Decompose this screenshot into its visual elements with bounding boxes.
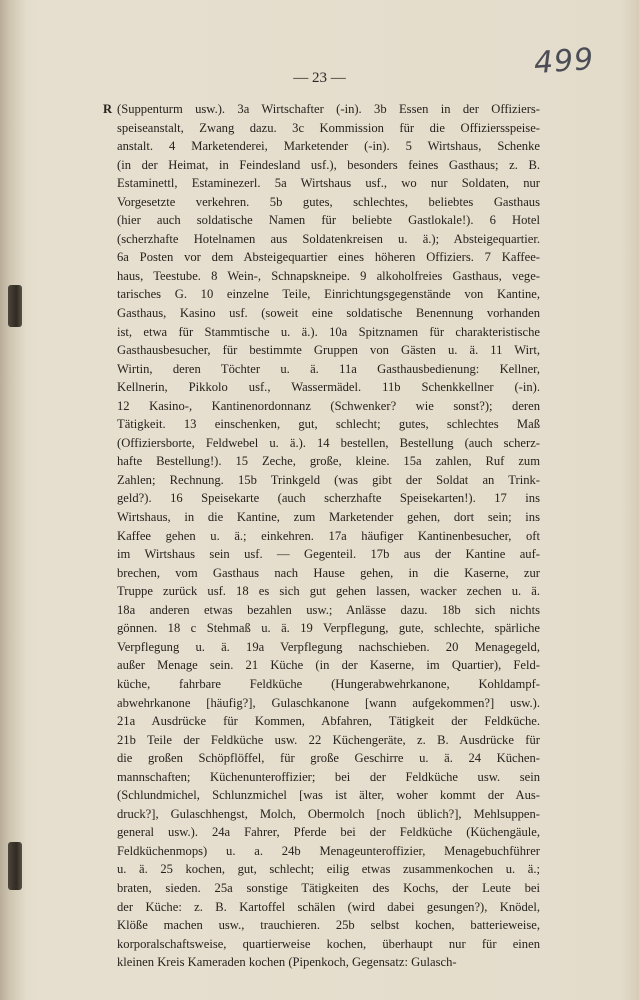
text-line: (Suppenturm usw.). 3a Wirtschafter (-in). 3b Essen in der Offiziers- [117,102,540,116]
text-line: im Wirtshaus sein usf. — Gegenteil. 17b aus der Kantine auf- [117,547,540,562]
text-line: u. ä. 25 kochen, gut, schlecht; eilig etwas zusammenkochen u. ä.; [117,862,540,877]
section-marker: R [103,102,113,116]
text-line: (Offiziersborte, Feldwebel u. ä.). 14 bestellen, Bestellung (auch scherz- [117,435,540,450]
text-line: Klöße machen usw., trauchieren. 25b selbst kochen, batterieweise, [117,918,540,933]
text-line: braten, sieden. 25a sonstige Tätigkeiten des Kochs, der Leute bei [117,880,540,895]
text-line: Estaminettl, Estaminezerl. 5a Wirtshaus usf., wo nur Soldaten, nur [117,176,540,191]
text-line: 12 Kasino-, Kantinenordonnanz (Schwenker? wie sonst?); deren [117,398,540,413]
text-line: Feldküchenmops) u. a. 24b Menageunteroffizier, Menagebuchführer [117,843,540,858]
text-line: der Küche: z. B. Kartoffel schälen (wird dabei gesungen?), Knödel, [117,899,540,914]
text-line: Vorgesetzte verkehren. 5b gutes, schlechtes, beliebtes Gasthaus [117,194,540,209]
text-line: Kellnerin, Pikkolo usf., Wassermädel. 11b Schenkkellner (-in). [117,380,540,395]
handwritten-folio-number: 499 [532,41,596,82]
text-line: abwehrkanone [häufig?], Gulaschkanone [wann aufgekommen?] usw.). [117,695,540,710]
text-line: 6a Posten vor dem Absteigequartier eines höheren Offiziers. 7 Kaffee- [117,250,540,265]
text-line: anstalt. 4 Marketenderei, Marketender (-in). 5 Wirtshaus, Schenke [117,139,540,154]
text-line: (Schlundmichel, Schlunzmichel [was ist älter, woher kommt der Aus- [117,788,540,803]
text-line: druck?], Gulaschhengst, Molch, Obermolch [noch üblich?], Mehlsuppen- [117,806,540,821]
text-line: 21a Ausdrücke für Kommen, Abfahren, Tätigkeit der Feldküche. [117,714,540,729]
text-line: ist, etwa für Stammtische u. ä.). 10a Spitznamen für charakteristische [117,324,540,339]
text-line: gönnen. 18 c Stehmaß u. ä. 19 Verpflegung, gute, schlechte, spärliche [117,621,540,636]
text-line: geld?). 16 Speisekarte (auch scherzhafte Speisekarten!). 17 ins [117,491,540,506]
text-line: (hier auch soldatische Namen für beliebte Gastlokale!). 6 Hotel [117,213,540,228]
text-line: kleinen Kreis Kameraden kochen (Pipenkoch, Gegensatz: Gulasch- [117,955,457,970]
text-line: küche, fahrbare Feldküche (Hungerabwehrkanone, Kohldampf- [117,676,540,691]
text-line: Wirtshaus, in die Kantine, zum Marketender gehen, dort sein; ins [117,510,540,525]
text-line: brechen, vom Gasthaus nach Hause gehen, in die Kaserne, zur [117,565,540,580]
text-line: 18a anderen etwas bezahlen usw.; Anlässe dazu. 18b sich nichts [117,602,540,617]
text-line: speiseanstalt, Zwang dazu. 3c Kommission für die Offiziersspeise- [117,120,540,135]
text-line: Tätigkeit. 13 einschenken, gut, schlecht; gutes, schlechtes Maß [117,417,540,432]
text-line: Zahlen; Rechnung. 15b Trinkgeld (was gibt der Soldat an Trink- [117,472,540,487]
text-line: (in der Heimat, in Feindesland usf.), besonders feines Gasthaus; z. B. [117,157,540,172]
text-line: Wirtin, deren Töchter u. ä. 11a Gasthausbedienung: Kellner, [117,361,540,376]
text-line: general usw.). 24a Fahrer, Pferde bei der Feldküche (Küchengäule, [117,825,540,840]
text-line: haus, Teestube. 8 Wein-, Schnapskneipe. 9 alkoholfreies Gasthaus, vege- [117,268,540,283]
binding-clip-top [8,285,22,327]
text-line: mannschaften; Küchenunteroffizier; bei der Feldküche usw. sein [117,769,540,784]
text-line: Gasthausbesucher, für bestimmte Gruppen von Gästen u. ä. 11 Wirt, [117,343,540,358]
binding-clip-bottom [8,842,22,890]
text-line: hafte Bestellung!). 15 Zeche, große, kleine. 15a zahlen, Ruf zum [117,454,540,469]
text-line: Kaffee gehen u. ä.; einkehren. 17a häufiger Kantinenbesucher, oft [117,528,540,543]
text-line: die großen Schöpflöffel, für große Geschirre u. ä. 24 Küchen- [117,751,540,766]
text-line: Verpflegung u. ä. 19a Verpflegung nachschieben. 20 Menagegeld, [117,639,540,654]
text-line: Gasthaus, Kasino usf. (soweit eine soldatische Benennung vorhanden [117,306,540,321]
text-line: korporalschaftsweise, quartierweise kochen, überhaupt nur für einen [117,936,540,951]
text-line: (scherzhafte Hotelnamen aus Soldatenkreisen u. ä.); Absteigequartier. [117,231,540,246]
text-body [103,100,540,972]
page-number: — 23 — [293,70,346,86]
text-line: 21b Teile der Feldküche usw. 22 Küchengeräte, z. B. Ausdrücke für [117,732,540,747]
text-line: außer Menage sein. 21 Küche (in der Kaserne, im Quartier), Feld- [117,658,540,673]
text-line: Truppe zurück usf. 18 es sich gut gehen lassen, wacker zechen u. ä. [117,584,540,599]
text-line: tarisches G. 10 einzelne Teile, Einrichtungsgegenstände von Kantine, [117,287,540,302]
